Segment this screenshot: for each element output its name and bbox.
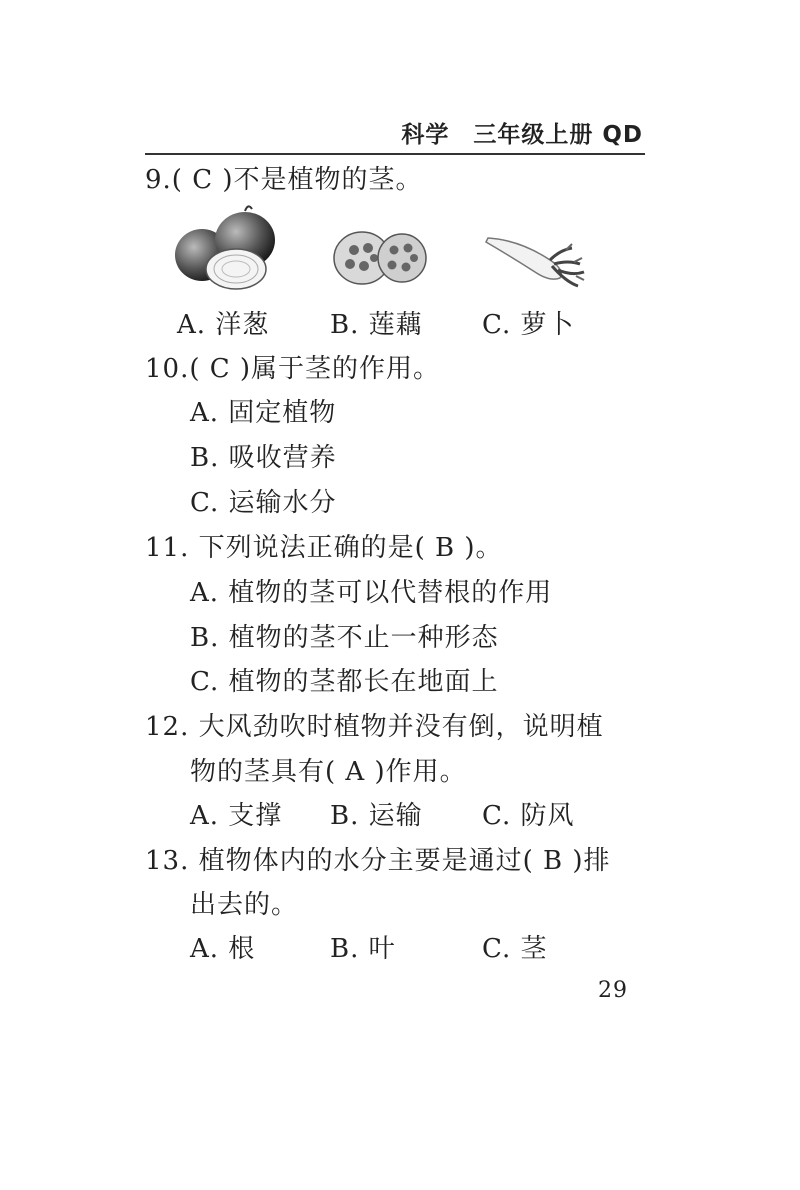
page-header bbox=[145, 113, 645, 155]
question-12-option-b: B. 运输 bbox=[330, 801, 423, 831]
question-12-stem-line-2: 物的茎具有( A )作用。 bbox=[190, 757, 467, 787]
onion-image bbox=[170, 205, 280, 295]
question-13-stem-line-2: 出去的。 bbox=[190, 890, 299, 920]
header-title: 科学 三年级上册 QD bbox=[401, 122, 643, 148]
question-9-option-c: C. 萝卜 bbox=[482, 310, 575, 340]
question-11-option-a: A. 植物的茎可以代替根的作用 bbox=[190, 578, 553, 608]
question-12-option-a: A. 支撑 bbox=[190, 801, 283, 831]
question-10-option-b: B. 吸收营养 bbox=[190, 443, 337, 473]
question-13-option-c: C. 茎 bbox=[482, 934, 548, 964]
lotus-root-image bbox=[330, 220, 430, 290]
question-13-option-b: B. 叶 bbox=[330, 934, 396, 964]
question-9-option-b: B. 莲藕 bbox=[330, 310, 423, 340]
question-12-stem-line-1: 12. 大风劲吹时植物并没有倒，说明植 bbox=[145, 712, 604, 742]
question-13-stem-line-1: 13. 植物体内的水分主要是通过( B )排 bbox=[145, 846, 611, 876]
question-9-option-a: A. 洋葱 bbox=[177, 310, 270, 340]
question-12-option-c: C. 防风 bbox=[482, 801, 575, 831]
radish-image bbox=[480, 220, 590, 290]
question-10-option-c: C. 运输水分 bbox=[190, 488, 337, 518]
question-9-stem: 9.( C )不是植物的茎。 bbox=[145, 165, 423, 195]
question-10-option-a: A. 固定植物 bbox=[190, 398, 337, 428]
page-number: 29 bbox=[598, 978, 628, 1003]
question-10-stem: 10.( C )属于茎的作用。 bbox=[145, 354, 441, 384]
question-11-option-c: C. 植物的茎都长在地面上 bbox=[190, 667, 499, 697]
question-13-option-a: A. 根 bbox=[190, 934, 256, 964]
question-11-stem: 11. 下列说法正确的是( B )。 bbox=[145, 533, 503, 563]
question-11-option-b: B. 植物的茎不止一种形态 bbox=[190, 623, 499, 653]
